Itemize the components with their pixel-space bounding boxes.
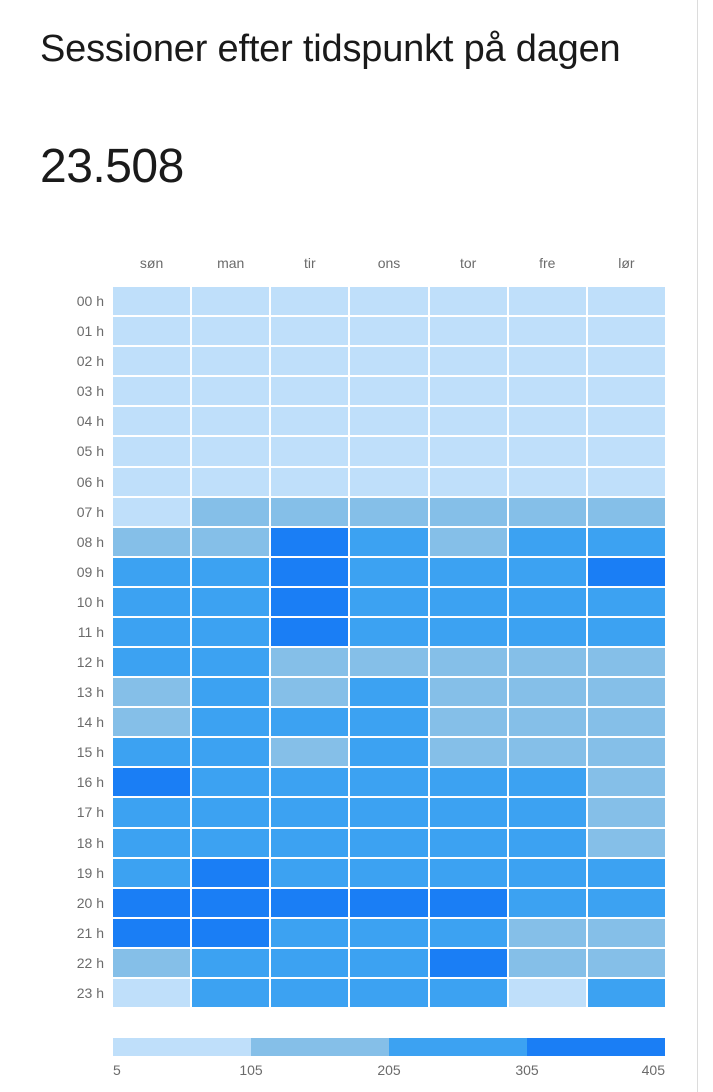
heatmap-cell[interactable]: [271, 949, 348, 977]
heatmap-row-label: 13 h: [76, 684, 104, 701]
heatmap-cell[interactable]: [113, 618, 190, 646]
heatmap-cell[interactable]: [113, 468, 190, 496]
heatmap-cell[interactable]: [113, 708, 190, 736]
heatmap-cell[interactable]: [430, 287, 507, 315]
legend-tick-label: 5: [113, 1062, 121, 1078]
heatmap-cell[interactable]: [350, 829, 427, 857]
heatmap-cell[interactable]: [509, 829, 586, 857]
heatmap-cell[interactable]: [192, 738, 269, 766]
heatmap-cell[interactable]: [113, 859, 190, 887]
heatmap-cell[interactable]: [113, 498, 190, 526]
heatmap-cell[interactable]: [430, 829, 507, 857]
heatmap-cell[interactable]: [588, 919, 665, 947]
heatmap-cell[interactable]: [509, 919, 586, 947]
heatmap-cell[interactable]: [430, 859, 507, 887]
heatmap-cell[interactable]: [271, 287, 348, 315]
legend-tick-label: 305: [515, 1062, 539, 1078]
heatmap-cell[interactable]: [430, 558, 507, 586]
heatmap-cell[interactable]: [271, 768, 348, 796]
heatmap-cell[interactable]: [588, 528, 665, 556]
heatmap-cell[interactable]: [430, 678, 507, 706]
heatmap-cell[interactable]: [271, 437, 348, 465]
heatmap-row-label: 21 h: [76, 924, 104, 941]
heatmap-cell[interactable]: [588, 859, 665, 887]
heatmap-cell[interactable]: [509, 347, 586, 375]
heatmap-cell[interactable]: [192, 859, 269, 887]
heatmap-cell[interactable]: [588, 889, 665, 917]
heatmap-cell[interactable]: [113, 648, 190, 676]
heatmap-cell[interactable]: [588, 347, 665, 375]
heatmap-cell[interactable]: [271, 558, 348, 586]
heatmap-cell[interactable]: [271, 377, 348, 405]
heatmap-col-label: lør: [618, 255, 635, 271]
heatmap-cell[interactable]: [271, 648, 348, 676]
heatmap-cell[interactable]: [430, 317, 507, 345]
heatmap-cell[interactable]: [350, 738, 427, 766]
color-legend-ticks: [113, 1060, 665, 1080]
heatmap-cell[interactable]: [350, 798, 427, 826]
heatmap-row-label: 05 h: [76, 443, 104, 460]
heatmap-row-label: 01 h: [76, 323, 104, 340]
heatmap-cell[interactable]: [271, 859, 348, 887]
heatmap-cell[interactable]: [271, 468, 348, 496]
heatmap-cell[interactable]: [192, 287, 269, 315]
heatmap-cell[interactable]: [271, 889, 348, 917]
heatmap-cell[interactable]: [113, 768, 190, 796]
heatmap-cell[interactable]: [271, 919, 348, 947]
heatmap-cell[interactable]: [509, 738, 586, 766]
heatmap-cell[interactable]: [588, 979, 665, 1007]
heatmap-cell[interactable]: [430, 798, 507, 826]
heatmap-cell[interactable]: [588, 678, 665, 706]
heatmap-cell[interactable]: [350, 528, 427, 556]
heatmap-cell[interactable]: [113, 919, 190, 947]
heatmap-cell[interactable]: [588, 437, 665, 465]
heatmap-cell[interactable]: [192, 317, 269, 345]
heatmap-cell[interactable]: [271, 979, 348, 1007]
legend-swatch: [389, 1038, 527, 1056]
heatmap-row-label: 04 h: [76, 413, 104, 430]
heatmap-col-label: ons: [377, 255, 401, 271]
heatmap-row-label: 02 h: [76, 353, 104, 370]
heatmap-row-label: 03 h: [76, 383, 104, 400]
heatmap-cell[interactable]: [430, 919, 507, 947]
heatmap-cell[interactable]: [350, 558, 427, 586]
heatmap-cell[interactable]: [113, 377, 190, 405]
heatmap-grid: [113, 287, 665, 1007]
heatmap-cell[interactable]: [192, 528, 269, 556]
heatmap-cell[interactable]: [350, 347, 427, 375]
heatmap-cell[interactable]: [271, 678, 348, 706]
heatmap-cell[interactable]: [430, 588, 507, 616]
legend-swatch: [113, 1038, 251, 1056]
heatmap-cell[interactable]: [192, 919, 269, 947]
heatmap-cell[interactable]: [430, 407, 507, 435]
heatmap-cell[interactable]: [588, 829, 665, 857]
heatmap-cell[interactable]: [271, 829, 348, 857]
heatmap-cell[interactable]: [192, 498, 269, 526]
heatmap-row-label: 10 h: [76, 593, 104, 610]
heatmap-cell[interactable]: [509, 437, 586, 465]
heatmap-cell[interactable]: [350, 919, 427, 947]
heatmap-cell[interactable]: [588, 558, 665, 586]
heatmap-cell[interactable]: [113, 738, 190, 766]
color-legend: [113, 1038, 665, 1056]
legend-tick-label: 405: [641, 1062, 665, 1078]
heatmap-row-label: 11 h: [77, 623, 104, 640]
heatmap-cell[interactable]: [509, 558, 586, 586]
heatmap-cell[interactable]: [192, 468, 269, 496]
heatmap-cell[interactable]: [192, 437, 269, 465]
heatmap-cell[interactable]: [350, 377, 427, 405]
heatmap-cell[interactable]: [192, 768, 269, 796]
heatmap-row-label: 07 h: [76, 503, 104, 520]
heatmap-cell[interactable]: [430, 498, 507, 526]
heatmap-cell[interactable]: [113, 528, 190, 556]
heatmap-cell[interactable]: [350, 317, 427, 345]
heatmap-cell[interactable]: [509, 618, 586, 646]
heatmap-cell[interactable]: [192, 347, 269, 375]
heatmap-cell[interactable]: [509, 498, 586, 526]
heatmap-row-label: 14 h: [76, 714, 104, 731]
heatmap-cell[interactable]: [350, 678, 427, 706]
heatmap-cell[interactable]: [113, 889, 190, 917]
page-title: Sessioner efter tidspunkt på dagen: [40, 28, 621, 70]
heatmap-cell[interactable]: [113, 437, 190, 465]
heatmap-row-label: 12 h: [76, 654, 104, 670]
heatmap-column-labels: [113, 252, 665, 274]
heatmap-cell[interactable]: [350, 437, 427, 465]
heatmap-cell[interactable]: [350, 889, 427, 917]
heatmap-cell[interactable]: [192, 377, 269, 405]
heatmap-cell[interactable]: [350, 498, 427, 526]
heatmap-col-label: tir: [304, 255, 316, 271]
heatmap-cell[interactable]: [271, 588, 348, 616]
heatmap-cell[interactable]: [430, 618, 507, 646]
heatmap-cell[interactable]: [509, 859, 586, 887]
heatmap-cell[interactable]: [350, 768, 427, 796]
heatmap-cell[interactable]: [271, 798, 348, 826]
heatmap-cell[interactable]: [430, 347, 507, 375]
heatmap-cell[interactable]: [509, 287, 586, 315]
total-sessions-value: 23.508: [40, 140, 184, 193]
heatmap-cell[interactable]: [271, 618, 348, 646]
heatmap-col-label: man: [217, 255, 245, 271]
heatmap-cell[interactable]: [430, 889, 507, 917]
heatmap-cell[interactable]: [113, 287, 190, 315]
legend-tick-label: 205: [377, 1062, 401, 1078]
heatmap-cell[interactable]: [113, 347, 190, 375]
heatmap-cell[interactable]: [588, 377, 665, 405]
heatmap-cell[interactable]: [192, 979, 269, 1007]
heatmap-cell[interactable]: [192, 949, 269, 977]
heatmap-cell[interactable]: [588, 287, 665, 315]
heatmap-cell[interactable]: [192, 618, 269, 646]
heatmap-cell[interactable]: [509, 768, 586, 796]
heatmap-cell[interactable]: [588, 407, 665, 435]
heatmap-cell[interactable]: [430, 768, 507, 796]
heatmap-cell[interactable]: [509, 648, 586, 676]
legend-swatch: [251, 1038, 389, 1056]
heatmap-row-label: 19 h: [76, 864, 104, 881]
heatmap-row-label: 00 h: [76, 293, 104, 309]
heatmap-cell[interactable]: [509, 317, 586, 345]
heatmap-cell[interactable]: [271, 528, 348, 556]
heatmap-row-label: 23 h: [76, 984, 104, 1001]
heatmap-cell[interactable]: [271, 708, 348, 736]
heatmap-row-label: 16 h: [76, 774, 104, 791]
heatmap-cell[interactable]: [588, 798, 665, 826]
heatmap-cell[interactable]: [192, 798, 269, 826]
heatmap-cell[interactable]: [271, 317, 348, 345]
heatmap-row-label: 22 h: [76, 954, 104, 971]
heatmap-cell[interactable]: [192, 678, 269, 706]
heatmap-cell[interactable]: [430, 979, 507, 1007]
heatmap-cell[interactable]: [350, 949, 427, 977]
heatmap-cell[interactable]: [430, 437, 507, 465]
heatmap-col-label: fre: [539, 255, 556, 271]
heatmap-cell[interactable]: [509, 708, 586, 736]
heatmap-row-label: 06 h: [76, 473, 104, 490]
heatmap-row-label: 17 h: [76, 804, 104, 821]
heatmap-cell[interactable]: [350, 468, 427, 496]
heatmap-cell[interactable]: [430, 468, 507, 496]
heatmap-cell[interactable]: [588, 468, 665, 496]
heatmap-cell[interactable]: [350, 588, 427, 616]
heatmap-row-label: 09 h: [76, 563, 104, 580]
heatmap-row-label: 08 h: [76, 533, 104, 550]
heatmap-cell[interactable]: [113, 588, 190, 616]
heatmap-cell[interactable]: [113, 407, 190, 435]
heatmap-cell[interactable]: [509, 979, 586, 1007]
heatmap-cell[interactable]: [588, 498, 665, 526]
heatmap-cell[interactable]: [430, 528, 507, 556]
heatmap-cell[interactable]: [192, 558, 269, 586]
heatmap-cell[interactable]: [271, 347, 348, 375]
heatmap-cell[interactable]: [509, 798, 586, 826]
heatmap-cell[interactable]: [350, 979, 427, 1007]
heatmap-cell[interactable]: [192, 648, 269, 676]
heatmap-cell[interactable]: [430, 949, 507, 977]
heatmap-cell[interactable]: [509, 407, 586, 435]
heatmap-cell[interactable]: [509, 949, 586, 977]
heatmap-cell[interactable]: [430, 708, 507, 736]
heatmap-cell[interactable]: [350, 407, 427, 435]
heatmap-cell[interactable]: [509, 468, 586, 496]
heatmap-cell[interactable]: [113, 678, 190, 706]
heatmap-cell[interactable]: [350, 287, 427, 315]
heatmap-cell[interactable]: [509, 528, 586, 556]
heatmap-cell[interactable]: [192, 829, 269, 857]
heatmap-cell[interactable]: [192, 407, 269, 435]
heatmap-cell[interactable]: [192, 588, 269, 616]
heatmap-cell[interactable]: [430, 648, 507, 676]
heatmap-cell[interactable]: [113, 829, 190, 857]
heatmap-cell[interactable]: [588, 738, 665, 766]
heatmap-cell[interactable]: [350, 648, 427, 676]
heatmap-cell[interactable]: [509, 377, 586, 405]
heatmap-cell[interactable]: [588, 768, 665, 796]
heatmap-cell[interactable]: [192, 708, 269, 736]
heatmap-row-label: 18 h: [76, 834, 104, 851]
heatmap-cell[interactable]: [588, 648, 665, 676]
heatmap-cell[interactable]: [271, 498, 348, 526]
legend-swatch: [527, 1038, 665, 1056]
heatmap-cell[interactable]: [588, 588, 665, 616]
heatmap-cell[interactable]: [350, 708, 427, 736]
heatmap-cell[interactable]: [430, 738, 507, 766]
heatmap-cell[interactable]: [588, 618, 665, 646]
heatmap-cell[interactable]: [192, 889, 269, 917]
heatmap-cell[interactable]: [588, 317, 665, 345]
heatmap-col-label: tor: [459, 255, 477, 271]
heatmap-cell[interactable]: [509, 588, 586, 616]
heatmap-cell[interactable]: [350, 859, 427, 887]
legend-tick-label: 105: [239, 1062, 263, 1078]
heatmap-col-label: søn: [139, 255, 164, 271]
heatmap-row-labels: [40, 287, 106, 1007]
heatmap-cell[interactable]: [113, 558, 190, 586]
heatmap-cell[interactable]: [509, 678, 586, 706]
heatmap-cell[interactable]: [430, 377, 507, 405]
heatmap: [113, 287, 665, 1007]
heatmap-cell[interactable]: [113, 317, 190, 345]
heatmap-cell[interactable]: [588, 708, 665, 736]
heatmap-row-label: 20 h: [76, 894, 104, 911]
heatmap-cell[interactable]: [271, 738, 348, 766]
heatmap-cell[interactable]: [350, 618, 427, 646]
heatmap-cell[interactable]: [509, 889, 586, 917]
heatmap-cell[interactable]: [113, 949, 190, 977]
heatmap-cell[interactable]: [113, 979, 190, 1007]
heatmap-cell[interactable]: [271, 407, 348, 435]
heatmap-cell[interactable]: [588, 949, 665, 977]
heatmap-cell[interactable]: [113, 798, 190, 826]
heatmap-row-label: 15 h: [76, 744, 104, 761]
